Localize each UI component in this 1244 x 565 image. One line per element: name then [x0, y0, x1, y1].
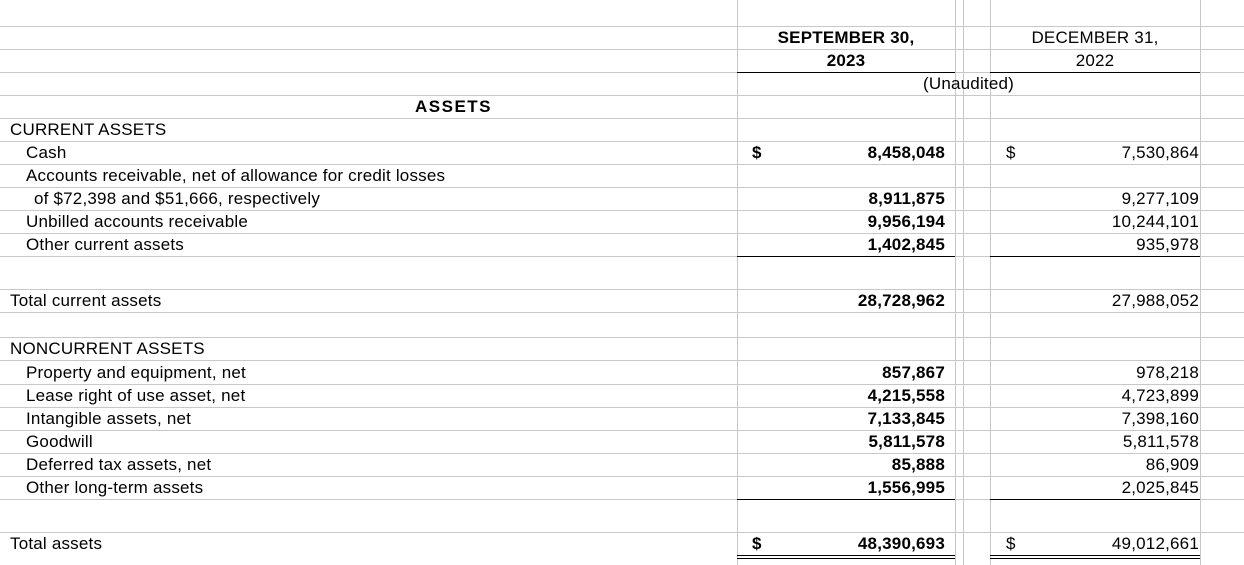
value-2022: 5,811,578 — [1122, 432, 1199, 451]
blank-row — [0, 257, 1244, 290]
value-2022: 935,978 — [1136, 235, 1199, 254]
row-label: Intangible assets, net — [26, 409, 192, 428]
value-2023: 85,888 — [891, 455, 945, 474]
value-2022: 978,218 — [1136, 363, 1199, 382]
total-double-underline — [990, 555, 1200, 559]
table-row — [0, 234, 1244, 257]
value-2022: 7,530,864 — [1121, 143, 1199, 162]
value-2023: 857,867 — [882, 363, 945, 382]
value-2022: 49,012,661 — [1111, 534, 1199, 553]
column-header-dec-2022: DECEMBER 31, — [1031, 28, 1159, 47]
value-2023: 8,911,875 — [868, 189, 945, 208]
row-label: Lease right of use asset, net — [26, 386, 246, 405]
row-label: Deferred tax assets, net — [26, 455, 212, 474]
table-row — [0, 142, 1244, 165]
column-year-2022: 2022 — [1075, 51, 1115, 70]
table-row — [0, 211, 1244, 234]
column-header-sep-2023: SEPTEMBER 30, — [777, 28, 915, 47]
row-label: Total current assets — [10, 291, 162, 310]
unaudited-note: (Unaudited) — [922, 74, 1015, 93]
noncurrent-assets-heading: NONCURRENT ASSETS — [10, 339, 205, 358]
table-row — [0, 454, 1244, 477]
noncurrent-heading-row — [0, 338, 1244, 361]
table-row — [0, 408, 1244, 431]
value-2023: 28,728,962 — [857, 291, 945, 310]
table-row — [0, 290, 1244, 313]
row-label: Other current assets — [26, 235, 185, 254]
value-2022: 9,277,109 — [1121, 189, 1199, 208]
table-row — [0, 362, 1244, 385]
row-label: Total assets — [10, 534, 103, 553]
blank-row — [0, 313, 1244, 338]
current-assets-heading: CURRENT ASSETS — [10, 120, 167, 139]
value-2023: 1,556,995 — [867, 478, 945, 497]
value-2023: 7,133,845 — [867, 409, 945, 428]
total-double-underline — [737, 555, 955, 559]
table-row — [0, 477, 1244, 500]
currency-symbol: $ — [752, 534, 762, 553]
table-row — [0, 188, 1244, 211]
table-row — [0, 165, 1244, 188]
value-2023: 4,215,558 — [867, 386, 945, 405]
currency-symbol: $ — [1006, 534, 1016, 553]
row-label: Property and equipment, net — [26, 363, 246, 382]
table-row — [0, 533, 1244, 556]
currency-symbol: $ — [752, 143, 762, 162]
header-row-1 — [0, 27, 1244, 50]
row-label: Cash — [26, 143, 67, 162]
value-2023: 8,458,048 — [867, 143, 945, 162]
unaudited-row — [0, 73, 1244, 96]
column-year-2023: 2023 — [826, 51, 866, 70]
current-assets-heading-row — [0, 119, 1244, 142]
currency-symbol: $ — [1006, 143, 1016, 162]
row-label: Accounts receivable, net of allowance for credit losses — [26, 166, 446, 185]
table-row — [0, 431, 1244, 454]
value-2023: 48,390,693 — [857, 534, 945, 553]
value-2023: 5,811,578 — [868, 432, 945, 451]
section-title-row — [0, 96, 1244, 119]
header-row-2 — [0, 50, 1244, 73]
value-2023: 1,402,845 — [867, 235, 945, 254]
value-2022: 2,025,845 — [1121, 478, 1199, 497]
value-2022: 7,398,160 — [1121, 409, 1199, 428]
section-title: ASSETS — [414, 97, 493, 116]
value-2022: 10,244,101 — [1111, 212, 1199, 231]
value-2022: 4,723,899 — [1121, 386, 1199, 405]
value-2023: 9,956,194 — [867, 212, 945, 231]
row-label: Goodwill — [26, 432, 93, 451]
value-2022: 86,909 — [1145, 455, 1199, 474]
value-2022: 27,988,052 — [1111, 291, 1199, 310]
row-label: Unbilled accounts receivable — [26, 212, 249, 231]
blank-row — [0, 500, 1244, 533]
blank-row — [0, 4, 1244, 27]
table-row — [0, 385, 1244, 408]
row-label: of $72,398 and $51,666, respectively — [34, 189, 321, 208]
row-label: Other long-term assets — [26, 478, 204, 497]
